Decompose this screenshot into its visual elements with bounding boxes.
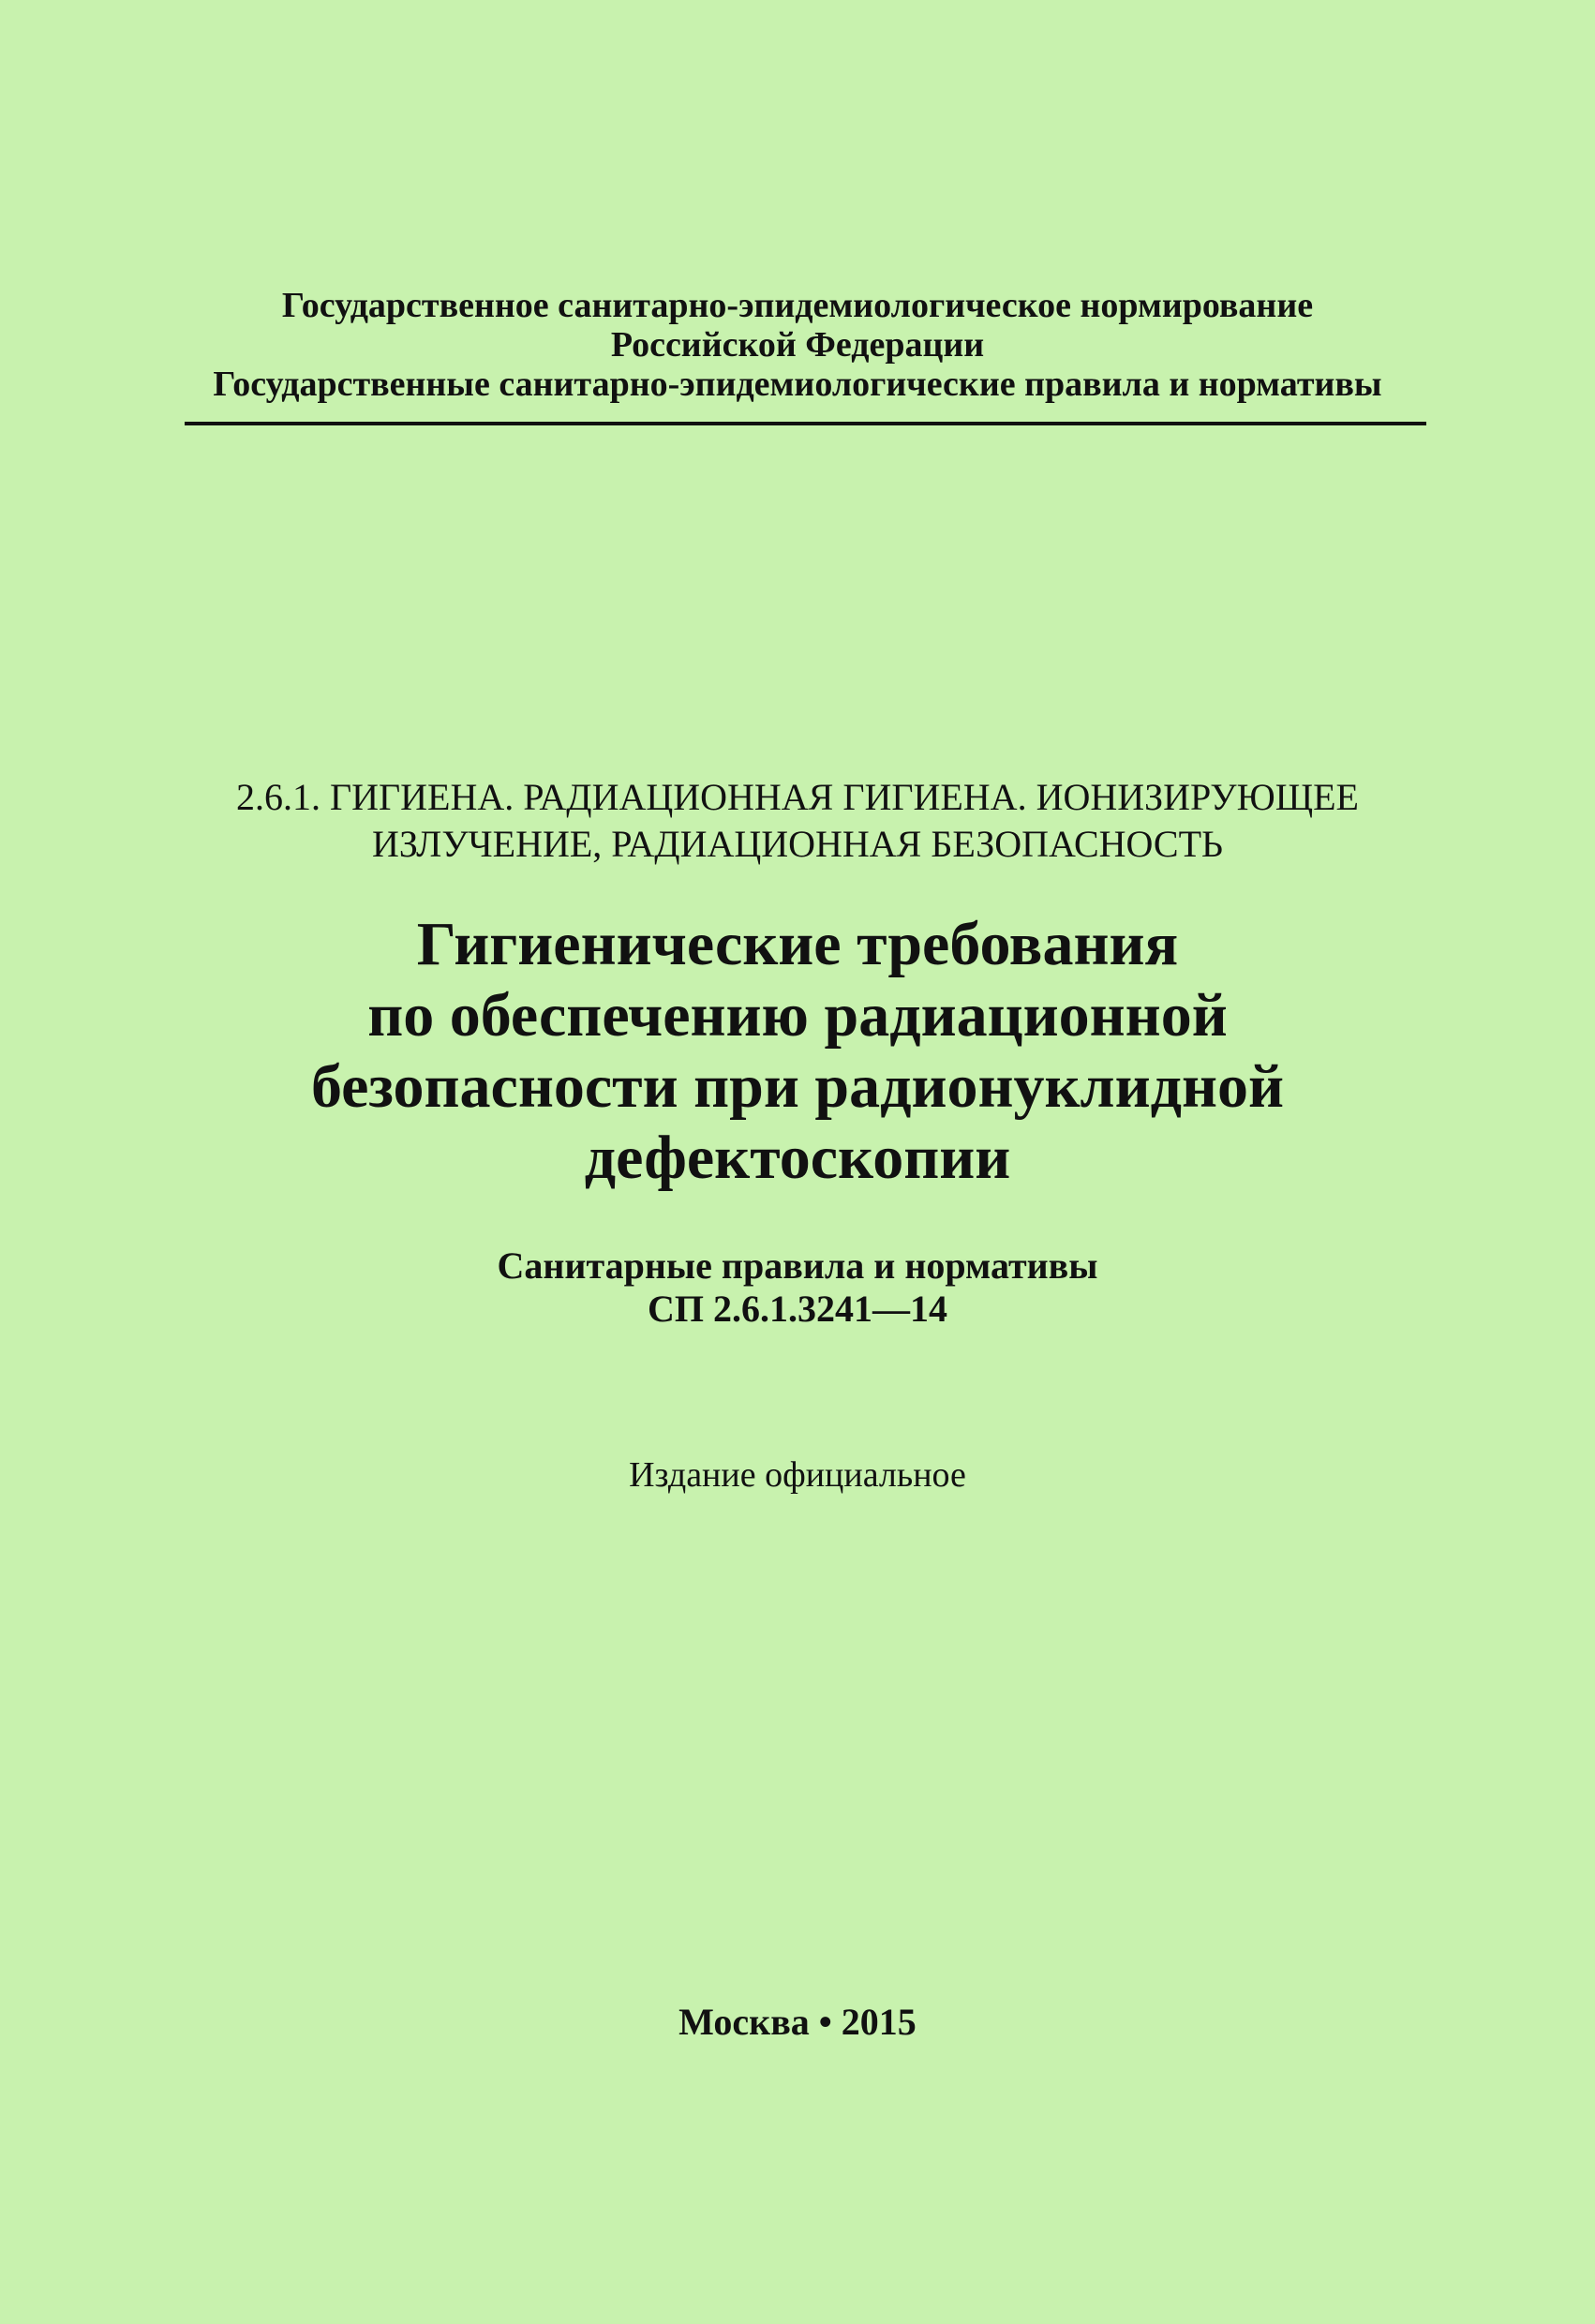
document-title: [0, 909, 1595, 1194]
doc-code: СП 2.6.1.3241—14: [648, 1288, 947, 1330]
title-line-4: дефектоскопии: [584, 1124, 1011, 1192]
issuing-authority-header: [0, 286, 1595, 413]
header-underline-rule: [185, 422, 1426, 425]
category-line-2: ИЗЛУЧЕНИЕ, РАДИАЦИОННАЯ БЕЗОПАСНОСТЬ: [372, 823, 1223, 865]
document-category: [0, 774, 1595, 868]
category-line-1: 2.6.1. ГИГИЕНА. РАДИАЦИОННАЯ ГИГИЕНА. ИОНИЗИРУЮЩЕЕ: [236, 776, 1359, 818]
title-line-3: безопасности при радионуклидной: [310, 1052, 1285, 1121]
header-line-1: Государственное санитарно-эпидемиологическое нормирование: [281, 286, 1314, 325]
header-line-3: Государственные санитарно-эпидемиологические правила и нормативы: [213, 365, 1382, 404]
title-line-2: по обеспечению радиационной: [367, 981, 1228, 1050]
header-line-2: Российской Федерации: [610, 325, 985, 365]
doc-type-label: Санитарные правила и нормативы: [497, 1244, 1098, 1287]
edition-label: Издание официальное: [629, 1455, 966, 1495]
publication-place-year: Москва • 2015: [678, 2001, 917, 2043]
title-line-1: Гигиенические требования: [416, 910, 1179, 978]
document-type: [0, 1244, 1595, 1331]
